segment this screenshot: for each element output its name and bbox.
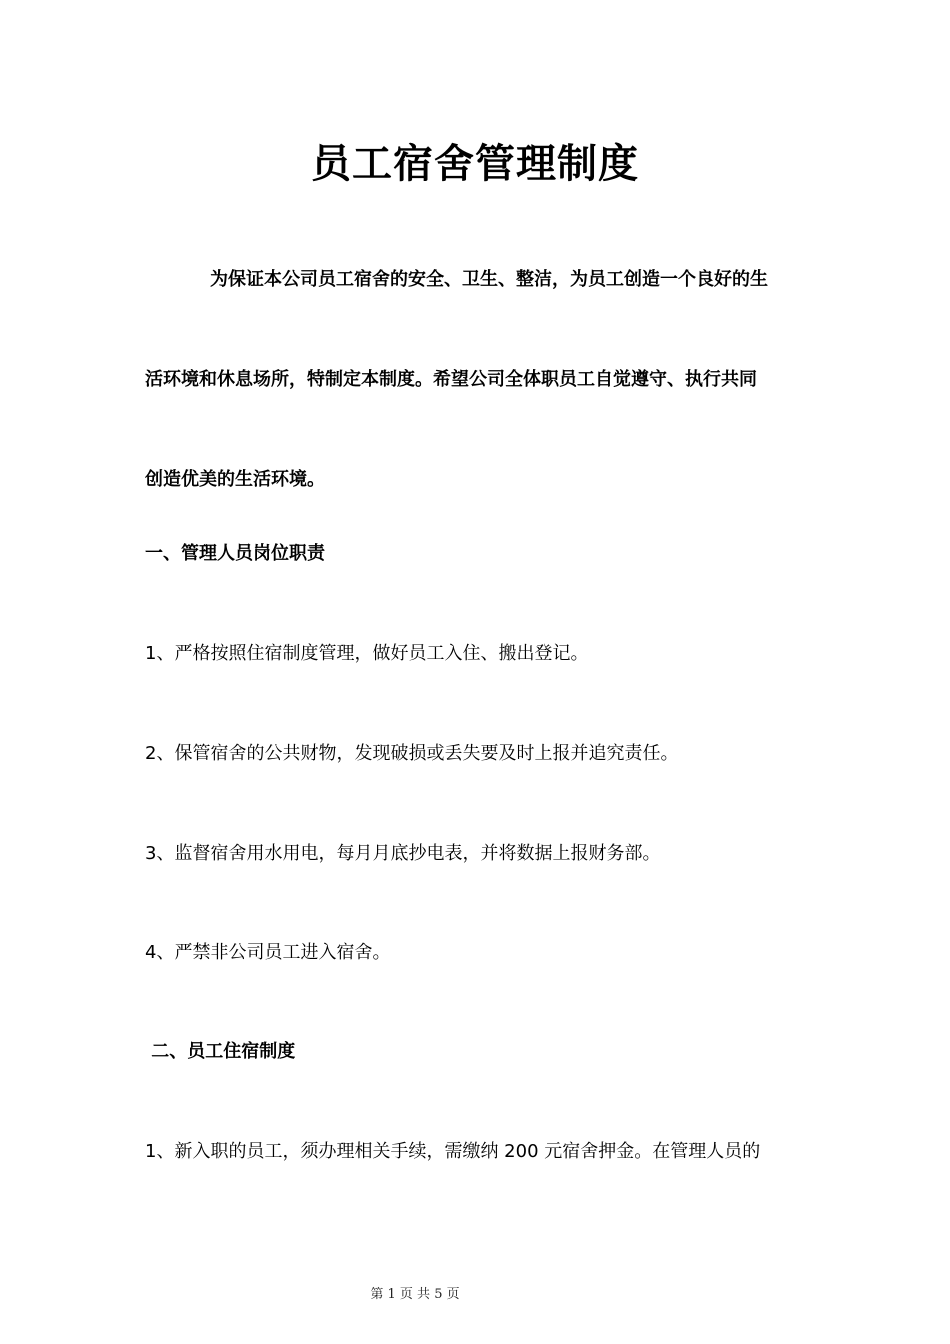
section-1-item-4: 4、严禁非公司员工进入宿舍。 [145,942,391,963]
page-footer [0,1286,830,1304]
section-2-heading: 二、员工住宿制度 [145,1041,296,1062]
intro-line-3: 创造优美的生活环境。 [145,469,325,490]
section-1-item-1: 1、严格按照住宿制度管理，做好员工入住、搬出登记。 [145,643,589,664]
section-1-heading: 一、管理人员岗位职责 [145,543,325,564]
section-2-item-1: 1、新入职的员工，须办理相关手续，需缴纳 200 元宿舍押金。在管理人员的 [145,1141,761,1162]
intro-line-2: 活环境和休息场所，特制定本制度。希望公司全体职员工自觉遵守、执行共同 [145,369,757,390]
document-title: 员工宿舍管理制度 [311,141,639,187]
page-number: 第 1 页 共 5 页 [370,1287,460,1302]
section-1-item-2: 2、保管宿舍的公共财物，发现破损或丢失要及时上报并追究责任。 [145,743,679,764]
section-1-item-3: 3、监督宿舍用水用电，每月月底抄电表，并将数据上报财务部。 [145,843,661,864]
intro-line-1: 为保证本公司员工宿舍的安全、卫生、整洁，为员工创造一个良好的生 [210,269,768,290]
